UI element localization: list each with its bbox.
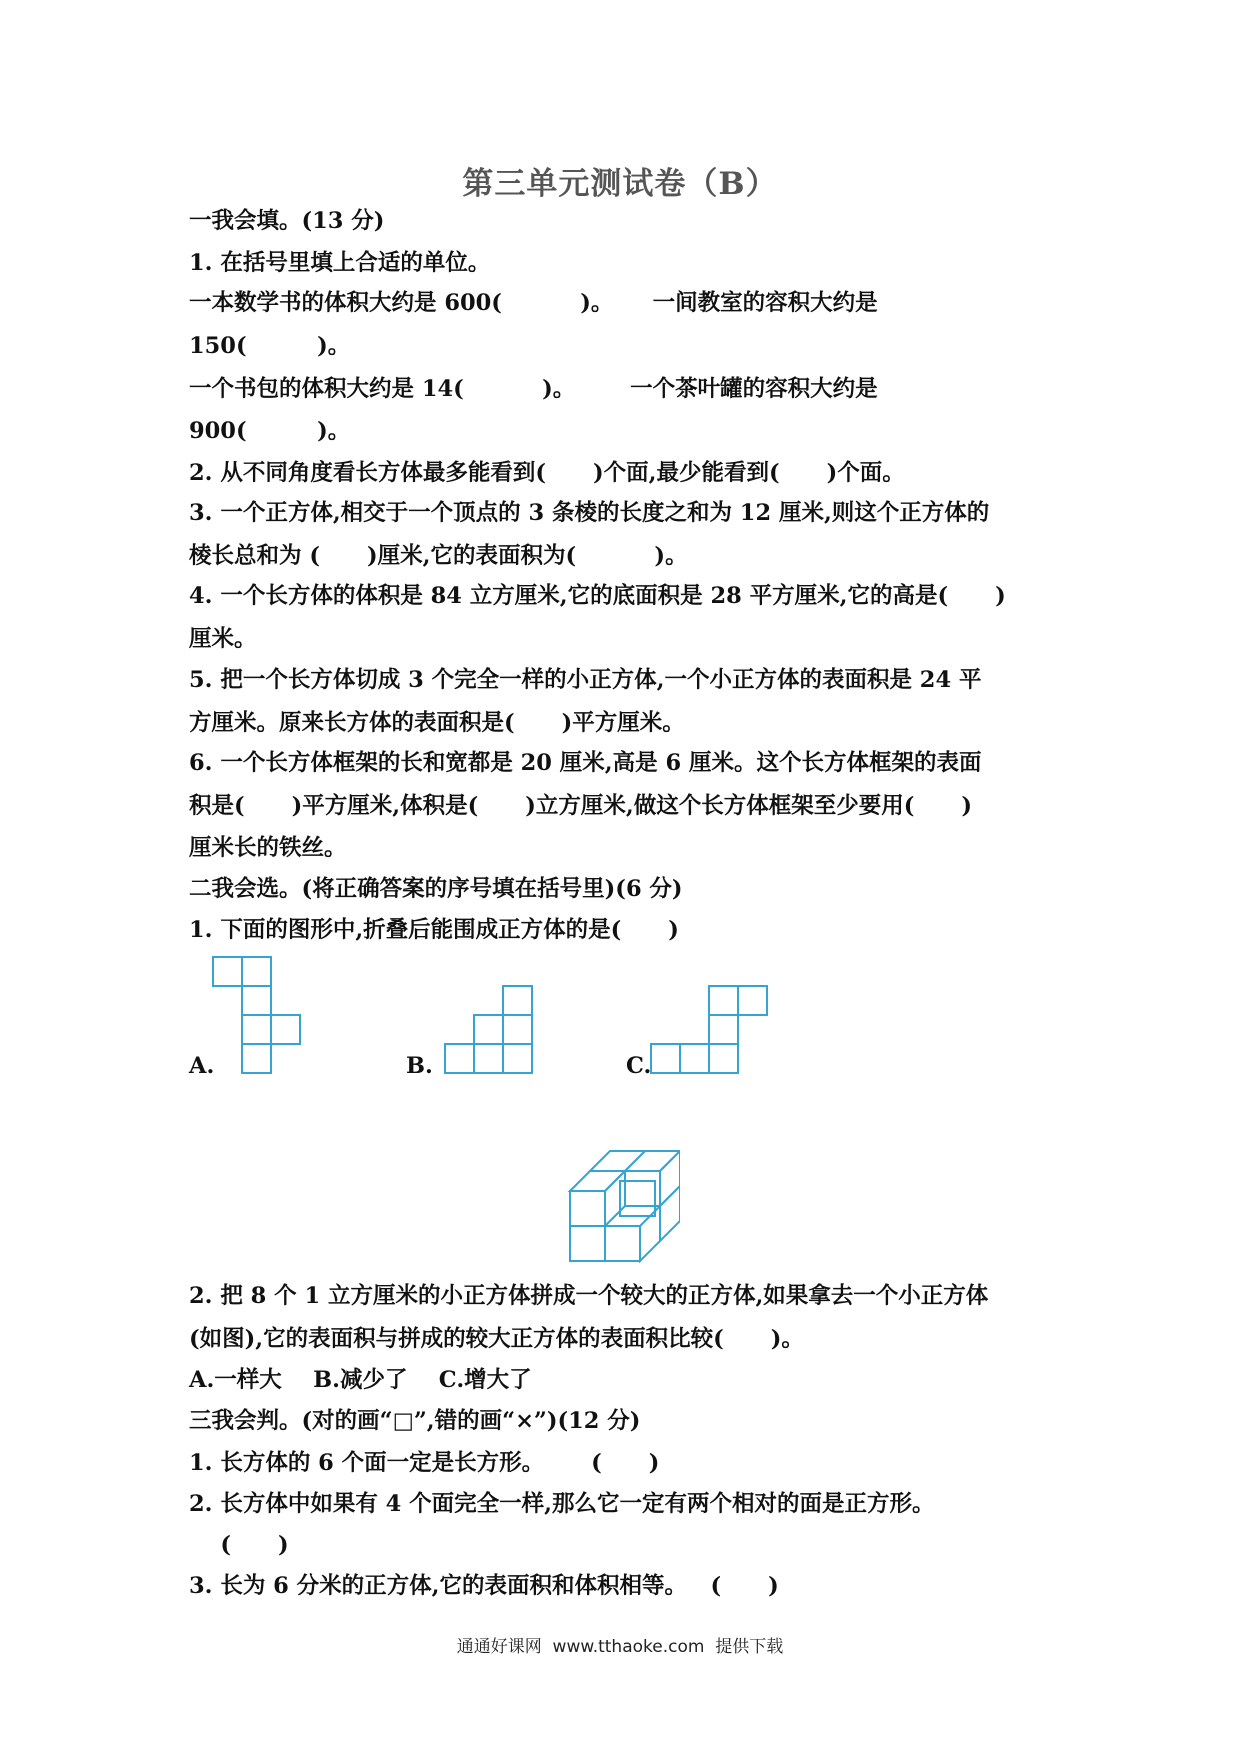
question-line: 3. 一个正方体,相交于一个顶点的 3 条棱的长度之和为 12 厘米,则这个正方体的 xyxy=(189,500,990,526)
question-line: 厘米。 xyxy=(189,626,257,652)
question-line: 一本数学书的体积大约是 600( )。 一间教室的容积大约是 xyxy=(189,290,878,316)
option-b-label: B. xyxy=(406,1053,433,1079)
question-line: (如图),它的表面积与拼成的较大正方体的表面积比较( )。 xyxy=(189,1326,804,1352)
question-line: 2. 把 8 个 1 立方厘米的小正方体拼成一个较大的正方体,如果拿去一个小正方体 xyxy=(189,1283,989,1309)
cube-missing-corner-figure xyxy=(560,1148,680,1266)
question-line: 1. 下面的图形中,折叠后能围成正方体的是( ) xyxy=(189,917,679,943)
question-line: 2. 从不同角度看长方体最多能看到( )个面,最少能看到( )个面。 xyxy=(189,460,905,486)
section1-heading: 一我会填。(13 分) xyxy=(189,208,385,234)
question-line: 积是( )平方厘米,体积是( )立方厘米,做这个长方体框架至少要用( ) xyxy=(189,793,973,819)
question-line: 2. 长方体中如果有 4 个面完全一样,那么它一定有两个相对的面是正方形。 xyxy=(189,1491,935,1517)
cube-net-b xyxy=(444,985,538,1079)
question-line: 一个书包的体积大约是 14( )。 一个茶叶罐的容积大约是 xyxy=(189,376,878,402)
question-line: 5. 把一个长方体切成 3 个完全一样的小正方体,一个小正方体的表面积是 24 平 xyxy=(189,667,982,693)
question-line: 方厘米。原来长方体的表面积是( )平方厘米。 xyxy=(189,710,685,736)
option-a-label: A. xyxy=(189,1053,215,1079)
question-line: 4. 一个长方体的体积是 84 立方厘米,它的底面积是 28 平方厘米,它的高是( ) xyxy=(189,583,1006,609)
page-title: 第三单元测试卷（B） xyxy=(462,166,778,202)
question-line: 900( )。 xyxy=(189,418,351,444)
option-c-label: C. xyxy=(626,1053,652,1079)
question-line: 1. 长方体的 6 个面一定是长方形。 ( ) xyxy=(189,1450,660,1476)
question-line: 6. 一个长方体框架的长和宽都是 20 厘米,高是 6 厘米。这个长方体框架的表面 xyxy=(189,750,982,776)
cube-net-c xyxy=(650,985,774,1079)
section3-heading: 三我会判。(对的画“□”,错的画“×”)(12 分) xyxy=(189,1408,641,1434)
question-line: ( ) xyxy=(189,1532,289,1558)
question-line: 3. 长为 6 分米的正方体,它的表面积和体积相等。 ( ) xyxy=(189,1573,779,1599)
question-line: 150( )。 xyxy=(189,333,351,359)
question-line: 厘米长的铁丝。 xyxy=(189,835,347,861)
footer-watermark: 通通好课网 www.tthaoke.com 提供下载 xyxy=(456,1637,784,1657)
question-line: 1. 在括号里填上合适的单位。 xyxy=(189,250,491,276)
question-line: 棱长总和为 ( )厘米,它的表面积为( )。 xyxy=(189,543,688,569)
cube-net-a xyxy=(212,956,306,1080)
section2-heading: 二我会选。(将正确答案的序号填在括号里)(6 分) xyxy=(189,876,683,902)
answer-choices: A.一样大 B.减少了 C.增大了 xyxy=(189,1367,532,1393)
